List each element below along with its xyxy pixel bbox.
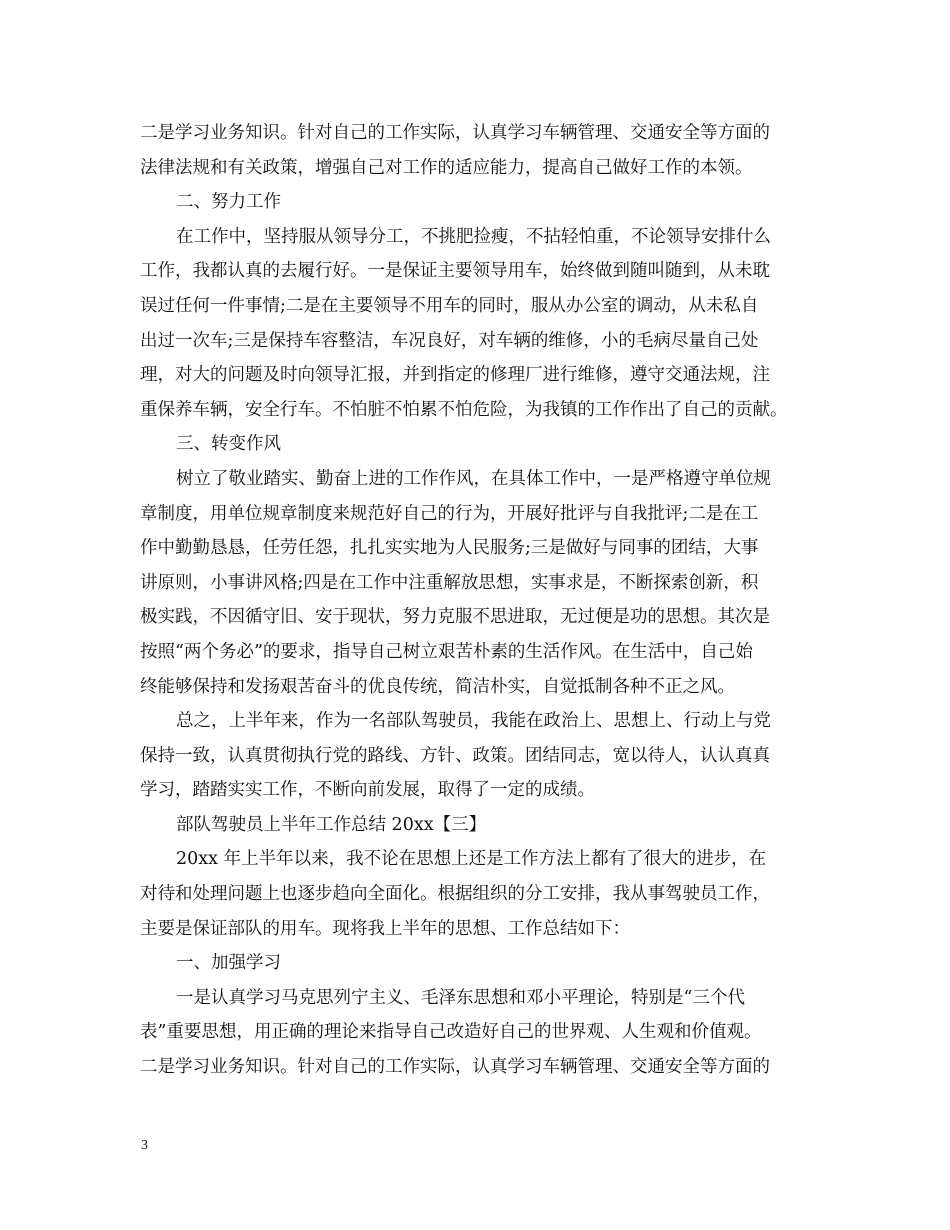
text-line: 法律法规和有关政策，增强自己对工作的适应能力，提高自己做好工作的本领。 — [140, 157, 753, 178]
text-line: 作中勤勤恳恳，任劳任怨，扎扎实实地为人民服务;三是做好与同事的团结，大事 — [140, 538, 759, 559]
text-line: 重保养车辆，安全行车。不怕脏不怕累不怕危险，为我镇的工作作出了自己的贡献。 — [140, 399, 788, 420]
text-line: 20xx 年上半年以来，我不论在思想上还是工作方法上都有了很大的进步，在 — [176, 849, 767, 870]
text-line: 总之，上半年来，作为一名部队驾驶员，我能在政治上、思想上、行动上与党 — [176, 711, 771, 732]
text-line: 表”重要思想，用正确的理论来指导自己改造好自己的世界观、人生观和价值观。 — [140, 1022, 762, 1043]
text-line: 对待和处理问题上也逐步趋向全面化。根据组织的分工安排，我从事驾驶员工作， — [140, 884, 770, 905]
text-line: 二、努力工作 — [176, 192, 281, 213]
text-line: 工作，我都认真的去履行好。一是保证主要领导用车，始终做到随叫随到，从未耽 — [140, 261, 770, 282]
text-line: 讲原则，小事讲风格;四是在工作中注重解放思想，实事求是，不断探索创新，积 — [140, 572, 759, 593]
text-line: 出过一次车;三是保持车容整洁，车况良好，对车辆的维修，小的毛病尽量自己处 — [140, 330, 759, 351]
text-line: 误过任何一件事情;二是在主要领导不用车的同时，服从办公室的调动，从未私自 — [140, 295, 759, 316]
text-line: 理，对大的问题及时向领导汇报，并到指定的修理厂进行维修，遵守交通法规，注 — [140, 365, 770, 386]
text-line: 一、加强学习 — [176, 953, 281, 974]
text-line: 极实践，不因循守旧、安于现状，努力克服不思进取，无过便是功的思想。其次是 — [140, 607, 770, 628]
text-line: 章制度，用单位规章制度来规范好自己的行为，开展好批评与自我批评;二是在工 — [140, 503, 759, 524]
text-line: 主要是保证部队的用车。现将我上半年的思想、工作总结如下： — [140, 918, 630, 939]
page-number: 3 — [141, 1138, 148, 1153]
text-line: 部队驾驶员上半年工作总结 20xx【三】 — [176, 814, 487, 835]
text-line: 二是学习业务知识。针对自己的工作实际，认真学习车辆管理、交通安全等方面的 — [140, 1057, 770, 1078]
text-line: 一是认真学习马克思列宁主义、毛泽东思想和邓小平理论，特别是“三个代 — [176, 987, 745, 1008]
text-line: 保持一致，认真贯彻执行党的路线、方针、政策。团结同志，宽以待人，认认真真 — [140, 745, 770, 766]
text-line: 树立了敬业踏实、勤奋上进的工作作风，在具体工作中，一是严格遵守单位规 — [176, 468, 771, 489]
text-line: 终能够保持和发扬艰苦奋斗的优良传统，简洁朴实，自觉抵制各种不正之风。 — [140, 676, 735, 697]
text-line: 按照“两个务必”的要求，指导自己树立艰苦朴素的生活作风。在生活中，自己始 — [140, 641, 753, 662]
text-line: 学习，踏踏实实工作，不断向前发展，取得了一定的成绩。 — [140, 780, 595, 801]
document-body — [140, 116, 822, 1085]
text-line: 三、转变作风 — [176, 434, 281, 455]
text-line: 二是学习业务知识。针对自己的工作实际，认真学习车辆管理、交通安全等方面的 — [140, 123, 770, 143]
text-line: 在工作中，坚持服从领导分工，不挑肥捡瘦，不拈轻怕重，不论领导安排什么 — [176, 226, 771, 247]
